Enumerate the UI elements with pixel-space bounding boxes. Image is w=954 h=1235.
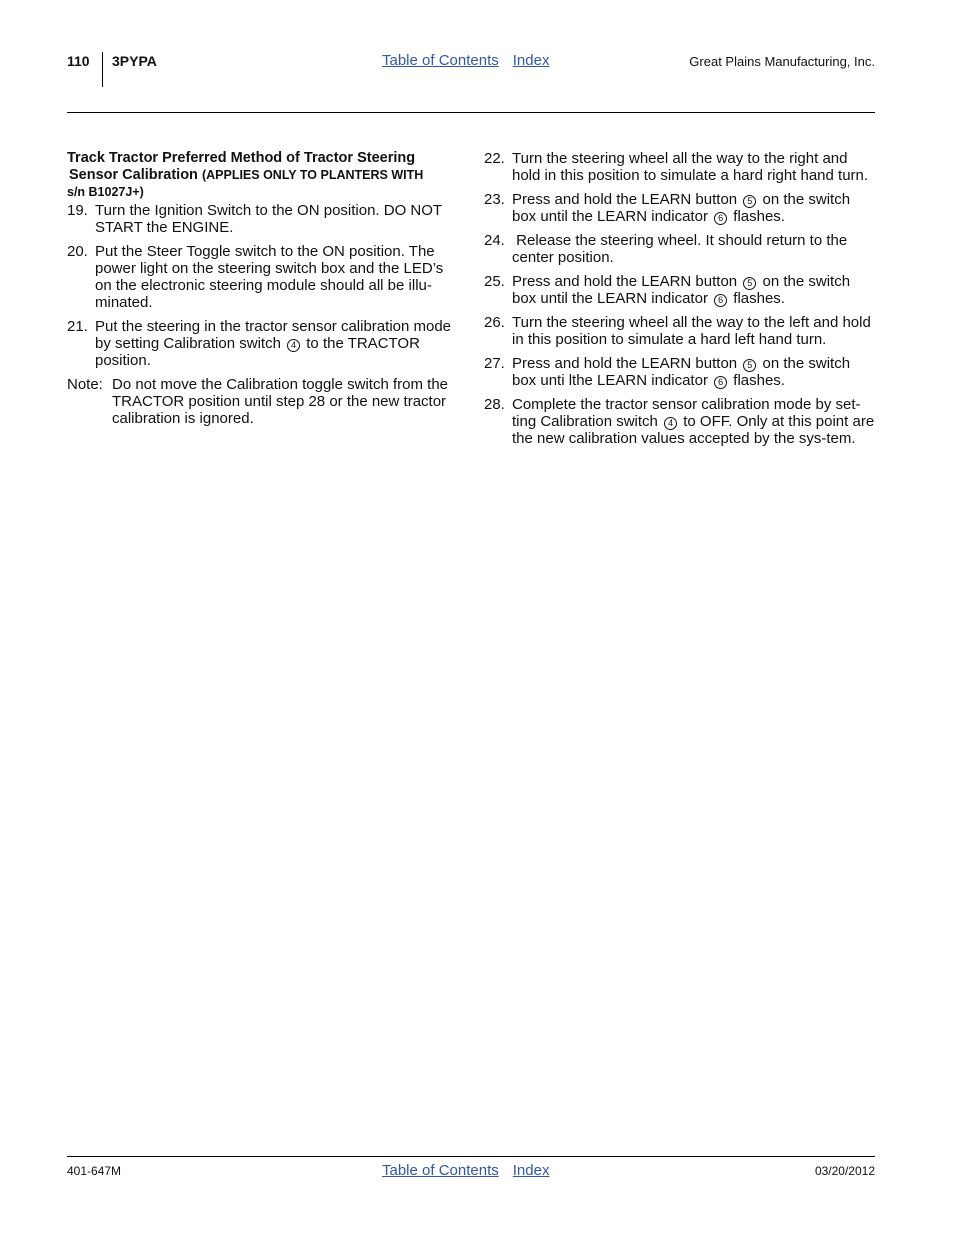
- header-divider: [102, 52, 103, 87]
- step-28: 28. Complete the tractor sensor calibration mode by set-ting Calibration switch 4 to OFF. Only at this point are the new calibration values accepted by the sys-tem.: [484, 396, 875, 447]
- header-rule: [67, 112, 875, 113]
- callout-6-marker: 6: [714, 294, 727, 307]
- page-number: 110: [67, 53, 90, 69]
- step-24: 24. Release the steering wheel. It should return to the center position.: [484, 232, 852, 266]
- step-21: 21. Put the steering in the tractor sensor calibration mode by setting Calibration switch 4 to the TRACTOR position.: [67, 318, 452, 369]
- callout-6-marker: 6: [714, 212, 727, 225]
- note-label: Note:: [67, 376, 103, 393]
- footer-nav: [382, 1162, 549, 1179]
- heading-line-2: Sensor Calibration: [69, 167, 198, 183]
- step-25: 25. Press and hold the LEARN button 5 on the switch box until the LEARN indicator 6 flashes.: [484, 273, 851, 307]
- step-20: 20. Put the Steer Toggle switch to the ON position. The power light on the steering switch box and the LED’s on the electronic steering module should all be illu-minated.: [67, 243, 444, 311]
- callout-5-marker: 5: [743, 277, 756, 290]
- header-nav: [382, 52, 549, 69]
- callout-5-marker: 5: [743, 359, 756, 372]
- model-name: 3PYPA: [112, 53, 157, 69]
- note-text: Do not move the Calibration toggle switch from the TRACTOR position until step 28 or the new tractor calibration is ignored.: [112, 376, 448, 427]
- callout-5-marker: 5: [743, 195, 756, 208]
- toc-link[interactable]: Table of Contents: [382, 52, 499, 69]
- publish-date: 03/20/2012: [814, 1164, 875, 1178]
- company-name: Great Plains Manufacturing, Inc.: [689, 54, 875, 69]
- callout-4-marker: 4: [287, 339, 300, 352]
- step-19: 19. Turn the Ignition Switch to the ON position. DO NOT START the ENGINE.: [67, 202, 442, 236]
- step-26: 26. Turn the steering wheel all the way to the left and hold in this position to simulate a hard left hand turn.: [484, 314, 871, 348]
- step-23: 23. Press and hold the LEARN button 5 on the switch box until the LEARN indicator 6 flashes.: [484, 191, 851, 225]
- step-22: 22. Turn the steering wheel all the way to the right and hold in this position to simulate a hard right hand turn.: [484, 150, 869, 184]
- left-column: [67, 150, 459, 427]
- heading-subtitle-b: s/n B1027J+): [67, 185, 144, 199]
- doc-number: 401-647M: [67, 1164, 122, 1178]
- index-link[interactable]: Index: [512, 1162, 550, 1179]
- callout-4-marker: 4: [664, 417, 677, 430]
- section-heading: [67, 150, 459, 201]
- note: [67, 376, 459, 427]
- step-27: 27. Press and hold the LEARN button 5 on the switch box unti lthe LEARN indicator 6 flashes.: [484, 355, 851, 389]
- toc-link[interactable]: Table of Contents: [382, 1162, 499, 1179]
- footer-rule: [67, 1156, 875, 1157]
- heading-subtitle-a: (APPLIES ONLY TO PLANTERS WITH: [201, 168, 424, 182]
- index-link[interactable]: Index: [512, 52, 550, 69]
- callout-6-marker: 6: [714, 376, 727, 389]
- heading-line-1: Track Tractor Preferred Method of Tractor Steering: [67, 150, 416, 166]
- right-column: [484, 150, 877, 454]
